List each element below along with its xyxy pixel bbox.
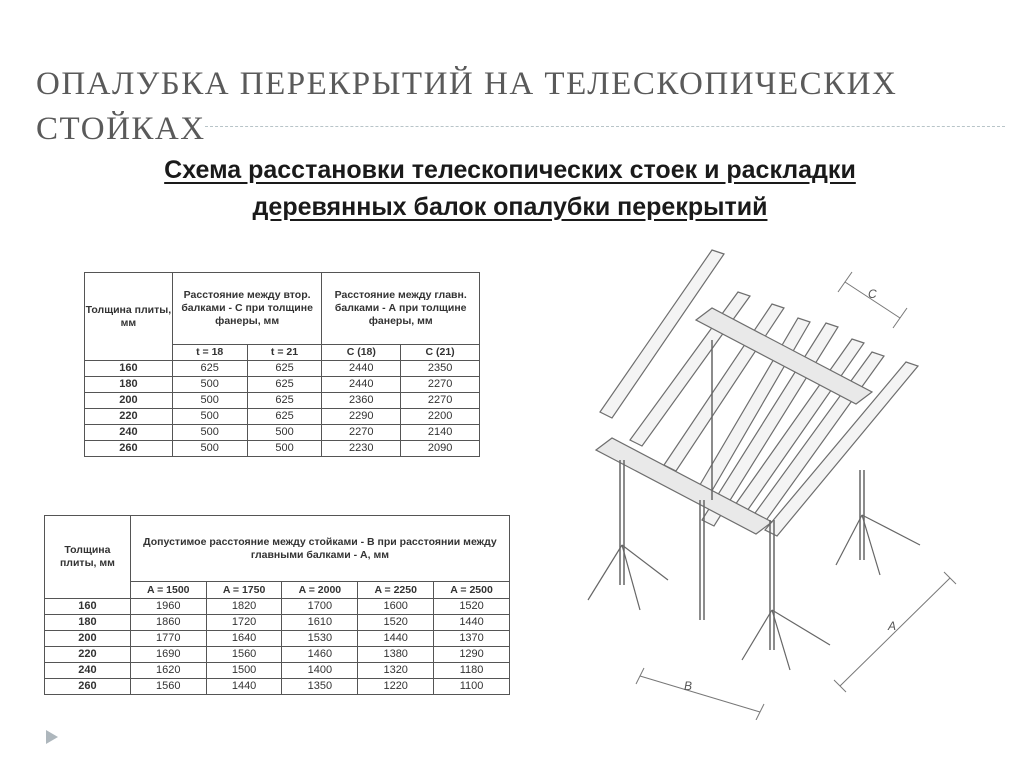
- table2-subheader: A = 2500: [434, 582, 510, 599]
- table-cell: 1180: [434, 663, 510, 679]
- table-cell: 1290: [434, 647, 510, 663]
- dimension-label-b: B: [684, 679, 693, 693]
- table-cell: 1640: [206, 631, 282, 647]
- table-cell: 500: [172, 409, 247, 425]
- table-row: [45, 647, 510, 663]
- table-cell: 200: [85, 393, 173, 409]
- table-cell: 2230: [322, 441, 401, 457]
- table-row: [85, 425, 480, 441]
- table-cell: 500: [172, 441, 247, 457]
- table-cell: 200: [45, 631, 131, 647]
- table-cell: 2200: [401, 409, 480, 425]
- table-cell: 260: [45, 679, 131, 695]
- beam-spacing-table: [84, 272, 480, 457]
- table-row: [85, 393, 480, 409]
- table-cell: 1440: [358, 631, 434, 647]
- slide-subtitle: [40, 152, 980, 226]
- table-cell: 2270: [401, 393, 480, 409]
- table-cell: 1100: [434, 679, 510, 695]
- dimension-label-a: A: [888, 619, 897, 633]
- table-cell: 1220: [358, 679, 434, 695]
- table-row: [45, 615, 510, 631]
- table-cell: 1370: [434, 631, 510, 647]
- table-cell: 1860: [130, 615, 206, 631]
- table-cell: 500: [172, 377, 247, 393]
- table1-subheader: C (21): [401, 345, 480, 361]
- table-row: [45, 631, 510, 647]
- table-cell: 625: [247, 409, 322, 425]
- table-cell: 1520: [358, 615, 434, 631]
- table-cell: 1400: [282, 663, 358, 679]
- table-cell: 1600: [358, 599, 434, 615]
- table-row: [85, 361, 480, 377]
- table-cell: 1380: [358, 647, 434, 663]
- table-row: [85, 409, 480, 425]
- table-cell: 1620: [130, 663, 206, 679]
- table1-main-header: Расстояние между главн. балками - А при толщине фанеры, мм: [322, 273, 480, 345]
- table-cell: 2140: [401, 425, 480, 441]
- table-cell: 240: [45, 663, 131, 679]
- table1-subheader: t = 21: [247, 345, 322, 361]
- table-cell: 1610: [282, 615, 358, 631]
- slide-marker-icon: [46, 730, 58, 744]
- table-cell: 2360: [322, 393, 401, 409]
- title-divider: [205, 126, 1005, 127]
- table-row: [85, 377, 480, 393]
- table-cell: 240: [85, 425, 173, 441]
- table-cell: 1560: [130, 679, 206, 695]
- table-cell: 2270: [401, 377, 480, 393]
- table-cell: 180: [45, 615, 131, 631]
- table-row: [45, 679, 510, 695]
- table-cell: 1530: [282, 631, 358, 647]
- table-cell: 1440: [206, 679, 282, 695]
- table-cell: 1720: [206, 615, 282, 631]
- table-cell: 220: [45, 647, 131, 663]
- table-cell: 500: [172, 393, 247, 409]
- table-cell: 500: [247, 441, 322, 457]
- table-cell: 2090: [401, 441, 480, 457]
- subtitle-line-1: Схема расстановки телескопических стоек и раскладки: [164, 156, 856, 184]
- table-cell: 2440: [322, 361, 401, 377]
- table-cell: 1690: [130, 647, 206, 663]
- post-spacing-table: [44, 515, 510, 695]
- table-row: [45, 663, 510, 679]
- table1-subheader: t = 18: [172, 345, 247, 361]
- table-cell: 1500: [206, 663, 282, 679]
- table-cell: 625: [247, 377, 322, 393]
- table-cell: 500: [172, 425, 247, 441]
- subtitle-line-2: деревянных балок опалубки перекрытий: [252, 193, 768, 221]
- table-cell: 220: [85, 409, 173, 425]
- table-cell: 1520: [434, 599, 510, 615]
- table-cell: 2350: [401, 361, 480, 377]
- table2-subheader: A = 2000: [282, 582, 358, 599]
- table-cell: 260: [85, 441, 173, 457]
- table2-thickness-header: Толщина плиты, мм: [45, 516, 131, 599]
- table-cell: 1320: [358, 663, 434, 679]
- table-cell: 2270: [322, 425, 401, 441]
- table-cell: 2440: [322, 377, 401, 393]
- table-cell: 500: [247, 425, 322, 441]
- slide-title: ОПАЛУБКА ПЕРЕКРЫТИЙ НА ТЕЛЕСКОПИЧЕСКИХ СТОЙКАХ: [36, 66, 898, 147]
- table1-subheader: C (18): [322, 345, 401, 361]
- table2-allowed-header: Допустимое расстояние между стойками - В при расстоянии между главными балками - А, мм: [130, 516, 509, 582]
- table-cell: 160: [85, 361, 173, 377]
- table-cell: 2290: [322, 409, 401, 425]
- table-cell: 1770: [130, 631, 206, 647]
- formwork-isometric-diagram: [570, 240, 990, 720]
- table-cell: 625: [247, 393, 322, 409]
- table-cell: 1820: [206, 599, 282, 615]
- table-cell: 625: [247, 361, 322, 377]
- table-cell: 1960: [130, 599, 206, 615]
- table-row: [45, 599, 510, 615]
- table-cell: 180: [85, 377, 173, 393]
- table2-subheader: A = 1750: [206, 582, 282, 599]
- table-cell: 1440: [434, 615, 510, 631]
- table-cell: 1700: [282, 599, 358, 615]
- table-cell: 160: [45, 599, 131, 615]
- table-cell: 1350: [282, 679, 358, 695]
- tripod-stands: [588, 515, 920, 670]
- dimension-label-c: C: [868, 287, 877, 301]
- table1-secondary-header: Расстояние между втор. балками - С при толщине фанеры, мм: [172, 273, 322, 345]
- table-cell: 1560: [206, 647, 282, 663]
- table2-subheader: A = 2250: [358, 582, 434, 599]
- table-cell: 1460: [282, 647, 358, 663]
- table2-subheader: A = 1500: [130, 582, 206, 599]
- table1-thickness-header: Толщина плиты, мм: [85, 273, 173, 361]
- table-row: [85, 441, 480, 457]
- table-cell: 625: [172, 361, 247, 377]
